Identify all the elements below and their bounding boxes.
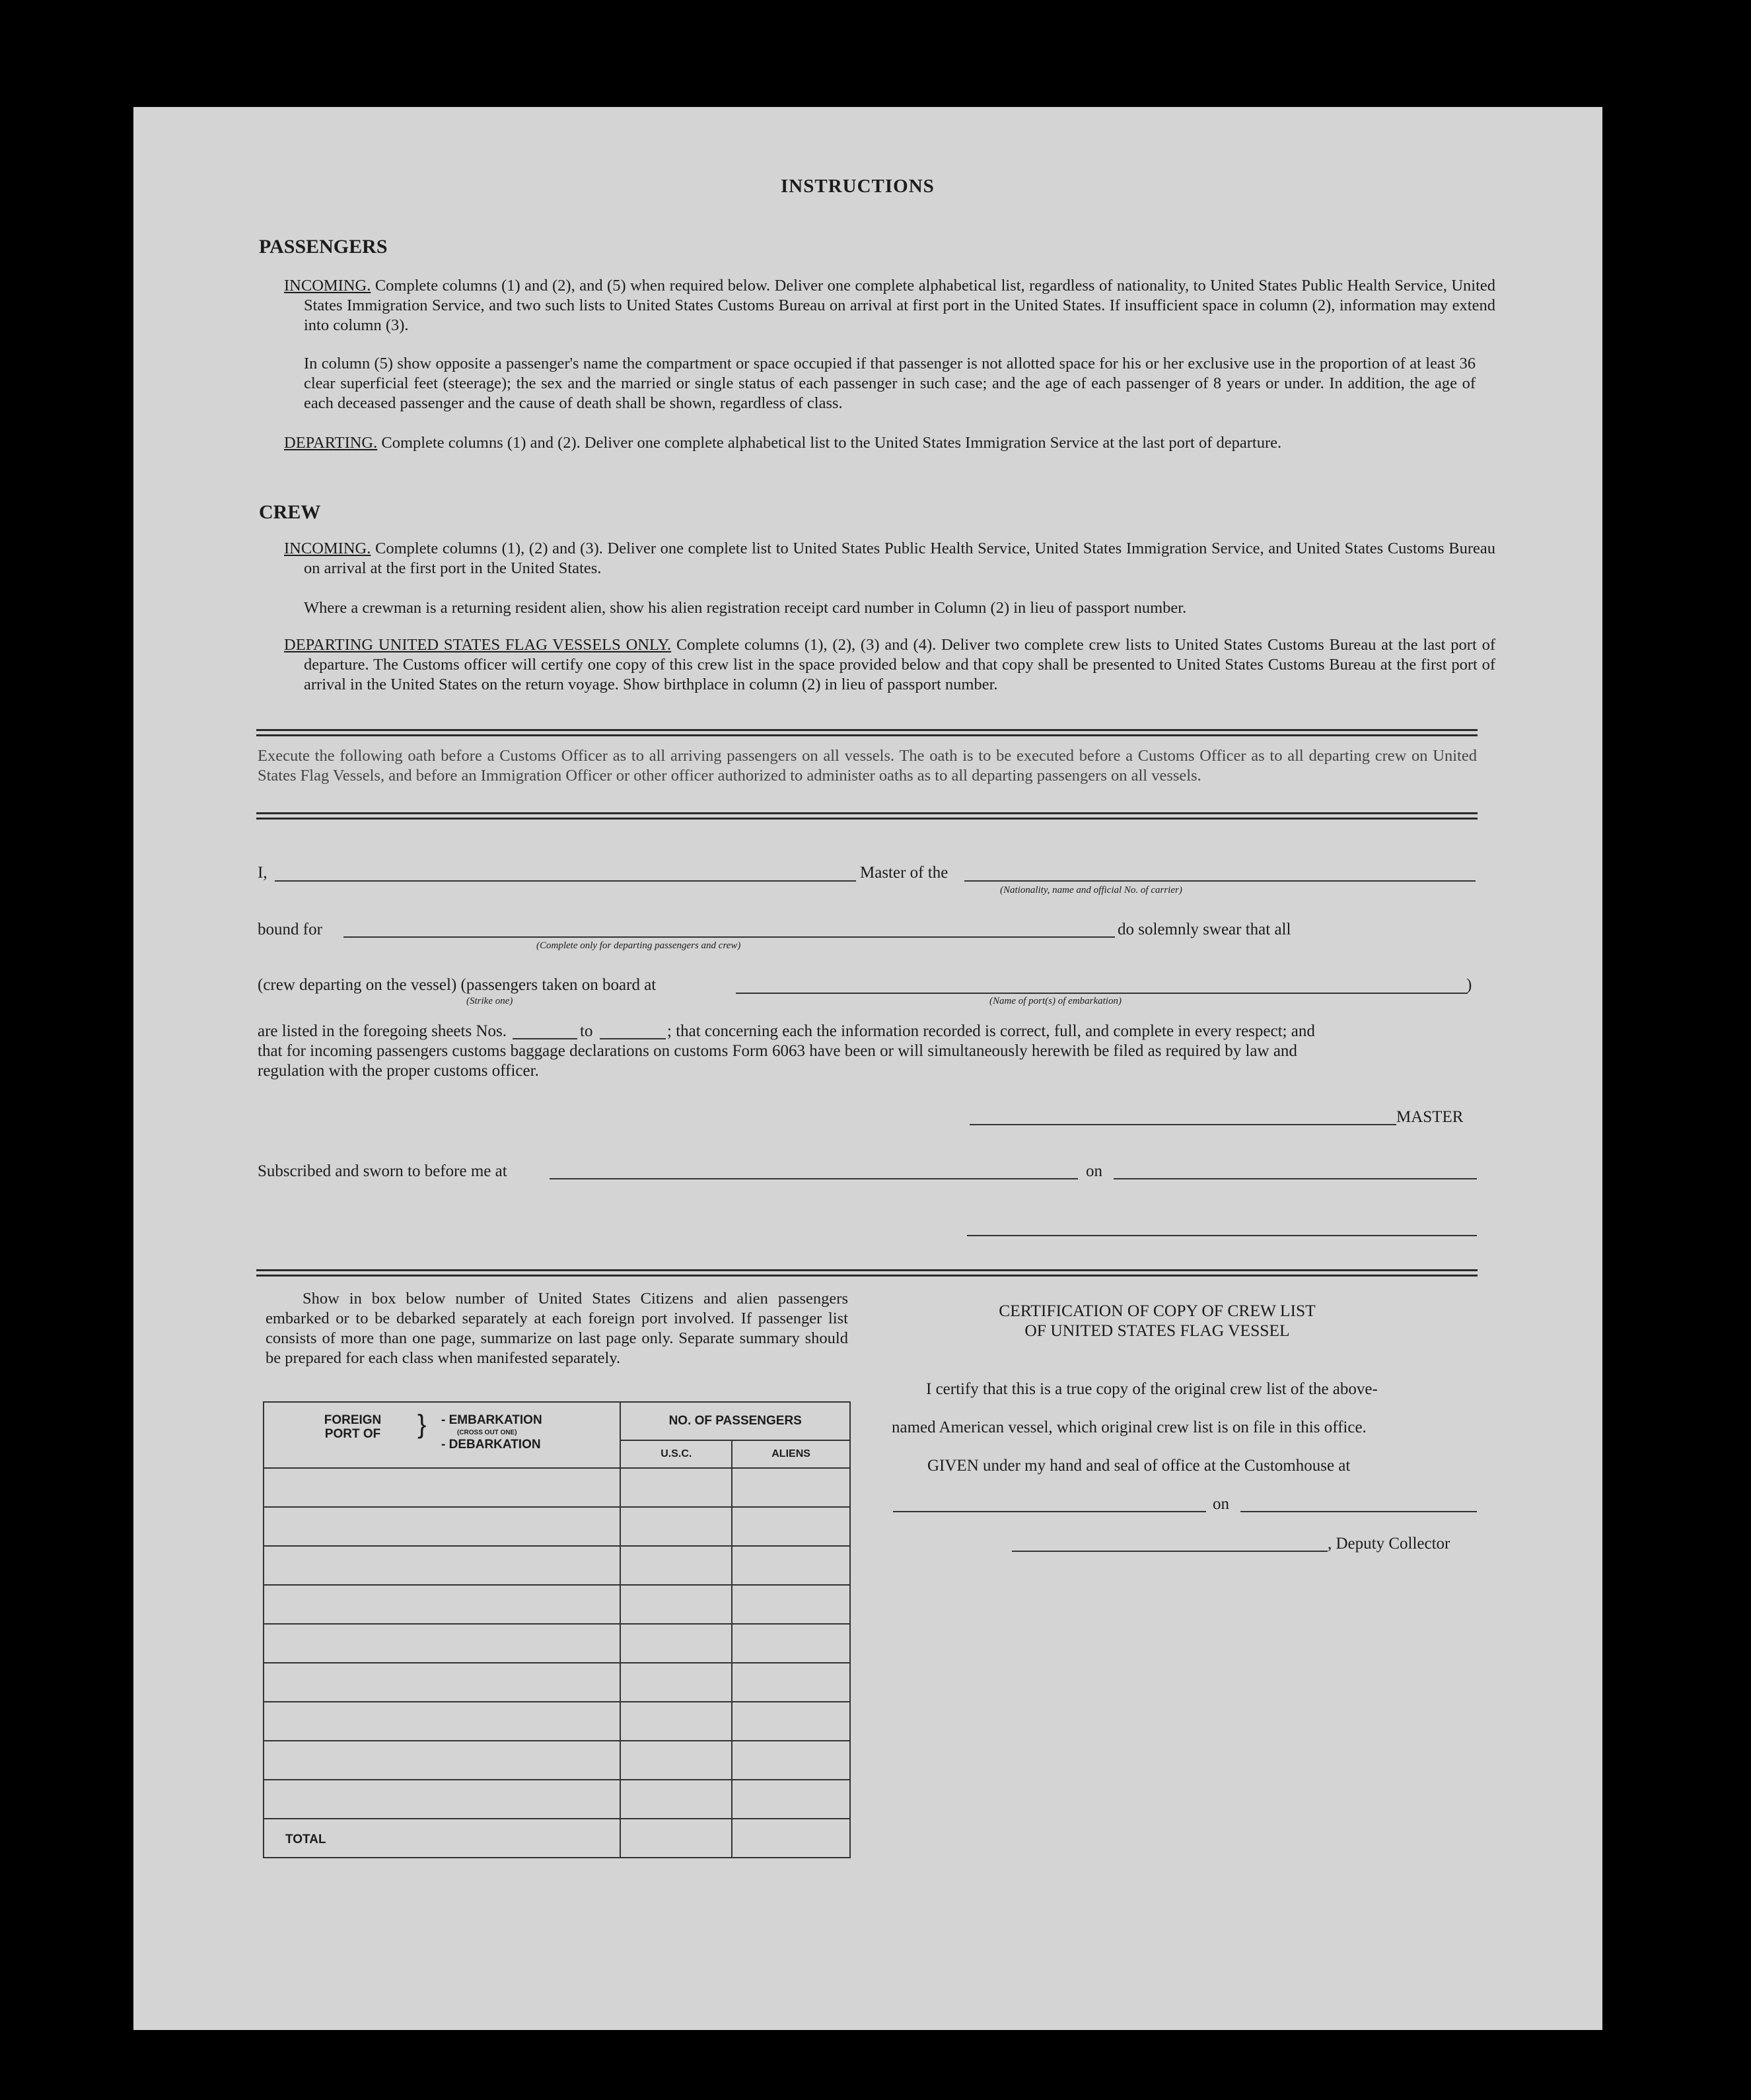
table-row xyxy=(264,1468,850,1507)
aliens-cell[interactable] xyxy=(732,1546,850,1585)
divider xyxy=(256,812,1478,814)
crew-incoming xyxy=(284,539,1495,578)
aliens-cell[interactable] xyxy=(732,1741,850,1780)
carrier-line[interactable] xyxy=(964,880,1476,882)
customhouse-line[interactable] xyxy=(893,1511,1206,1512)
crew-incoming-label: INCOMING. xyxy=(284,540,371,557)
table-row xyxy=(264,1663,850,1702)
usc-cell[interactable] xyxy=(620,1741,732,1780)
crew-departing-label: DEPARTING UNITED STATES FLAG VESSELS ONLY. xyxy=(284,636,672,654)
passengers-departing xyxy=(284,433,1495,453)
aliens-cell[interactable] xyxy=(732,1663,850,1702)
passengers-column5: In column (5) show opposite a passenger's name the compartment or space occupied if that passenger is not allotted space for his or her exclusive use in the proportion of at least 36 clear superficial feet (steerage); the sex and the married or single status of each passenger in such case; and the age of each passenger of 8 years or under. In addition, the age of each deceased passenger and the cause of death shall be shown, regardless of class. xyxy=(304,355,1476,412)
certification-text1: I certify that this is a true copy of the original crew list of the above- xyxy=(926,1380,1378,1398)
usc-cell[interactable] xyxy=(620,1468,732,1507)
swear-text: do solemnly swear that all xyxy=(1118,921,1291,938)
certification-title-line2: OF UNITED STATES FLAG VESSEL xyxy=(1024,1321,1290,1340)
total-row xyxy=(264,1819,850,1858)
sheet-to-line[interactable] xyxy=(600,1038,666,1039)
ports-line[interactable] xyxy=(736,993,1468,994)
crew-incoming-text: Complete columns (1), (2) and (3). Deliver one complete list to United States Public Health Service, United States Immigration Service, and United States Customs Bureau on arrival at the first port in the United States. xyxy=(304,540,1495,577)
port-cell[interactable] xyxy=(264,1546,620,1585)
master-label: MASTER xyxy=(1396,1108,1464,1126)
divider xyxy=(256,1275,1478,1277)
master-of-label: Master of the xyxy=(860,864,948,882)
table-row xyxy=(264,1780,850,1819)
ports-hint: (Name of port(s) of embarkation) xyxy=(989,996,1122,1006)
usc-cell[interactable] xyxy=(620,1585,732,1624)
aliens-cell[interactable] xyxy=(732,1585,850,1624)
divider xyxy=(256,734,1478,736)
usc-cell[interactable] xyxy=(620,1546,732,1585)
foreign-port-header xyxy=(264,1402,620,1468)
port-cell[interactable] xyxy=(264,1585,620,1624)
listed-text-a: are listed in the foregoing sheets Nos. xyxy=(258,1022,507,1040)
sworn-date-line[interactable] xyxy=(1114,1178,1477,1179)
passengers-departing-text: Complete columns (1) and (2). Deliver one complete alphabetical list to the United States Immigration Service at the last port of departure. xyxy=(381,434,1282,452)
deputy-collector-label: , Deputy Collector xyxy=(1328,1535,1450,1553)
total-label: TOTAL xyxy=(285,1833,326,1846)
crew-heading: CREW xyxy=(259,501,321,523)
crew-departing xyxy=(284,635,1495,695)
embarkation-label: - EMBARKATION xyxy=(441,1413,542,1427)
certification-title xyxy=(860,1301,1454,1341)
listed-to: to xyxy=(580,1022,593,1040)
total-cell xyxy=(264,1819,620,1858)
port-cell[interactable] xyxy=(264,1624,620,1663)
crew-departing-text: (crew departing on the vessel) (passengers taken on board at xyxy=(258,976,657,994)
passengers-heading: PASSENGERS xyxy=(259,236,388,258)
aliens-cell[interactable] xyxy=(732,1702,850,1741)
strike-one-hint: (Strike one) xyxy=(466,996,513,1006)
usc-cell[interactable] xyxy=(620,1663,732,1702)
oath-intro: Execute the following oath before a Customs Officer as to all arriving passengers on all vessels. The oath is to be executed before a Customs Officer as to all departing crew on United States Flag Vessels, and before an Immigration Officer or other officer authorized to administer oaths as to all departing passengers on all vessels. xyxy=(258,747,1477,785)
table-row xyxy=(264,1585,850,1624)
summary-table xyxy=(263,1401,851,1858)
complete-only-hint: (Complete only for departing passengers and crew) xyxy=(536,940,741,951)
port-cell[interactable] xyxy=(264,1780,620,1819)
summary-instructions: Show in box below number of United States Citizens and alien passengers embarked or to be debarked separately at each foreign port involved. If passenger list consists of more than one page, summarize on last page only. Separate summary should be prepared for each class when manifested separately. xyxy=(266,1290,848,1367)
usc-cell[interactable] xyxy=(620,1624,732,1663)
divider xyxy=(256,729,1478,731)
table-row xyxy=(264,1624,850,1663)
subscribed-label: Subscribed and sworn to before me at xyxy=(258,1162,507,1180)
port-cell[interactable] xyxy=(264,1702,620,1741)
table-row xyxy=(264,1702,850,1741)
no-passengers-header: NO. OF PASSENGERS xyxy=(620,1402,850,1440)
passengers-incoming-label: INCOMING. xyxy=(284,277,371,295)
master-signature-line[interactable] xyxy=(970,1124,1396,1125)
crew-resident: Where a crewman is a returning resident alien, show his alien registration receipt card number in Column (2) in lieu of passport number. xyxy=(304,599,1187,617)
listed-text-d: regulation with the proper customs officer. xyxy=(258,1062,539,1080)
deputy-signature-line[interactable] xyxy=(1012,1551,1328,1552)
aliens-cell[interactable] xyxy=(732,1468,850,1507)
certification-title-line1: CERTIFICATION OF COPY OF CREW LIST xyxy=(999,1301,1316,1320)
sworn-at-line[interactable] xyxy=(550,1178,1078,1179)
aliens-cell[interactable] xyxy=(732,1507,850,1546)
name-line[interactable] xyxy=(275,880,856,882)
divider xyxy=(256,1269,1478,1271)
aliens-header: ALIENS xyxy=(732,1440,850,1468)
foreign-port-label: FOREIGN PORT OF xyxy=(324,1413,382,1441)
debarkation-label: - DEBARKATION xyxy=(441,1438,541,1452)
close-paren: ) xyxy=(1466,976,1472,994)
crew-departing-text: Complete columns (1), (2), (3) and (4). Deliver two complete crew lists to United States Customs Bureau at the last port of departure. The Customs officer will certify one copy of this crew list in the space provided below and that copy shall be presented to United States Customs Bureau at the first port of arrival in the United States on the return voyage. Show birthplace in column (2) in lieu of passport number. xyxy=(304,636,1495,693)
passengers-incoming xyxy=(284,276,1495,335)
brace: } xyxy=(417,1410,427,1439)
page-title: INSTRUCTIONS xyxy=(781,176,935,197)
nationality-hint: (Nationality, name and official No. of carrier) xyxy=(1000,885,1182,895)
usc-header: U.S.C. xyxy=(620,1440,732,1468)
cross-out-hint: (CROSS OUT ONE) xyxy=(457,1429,517,1436)
listed-text-c: that for incoming passengers customs baggage declarations on customs Form 6063 have been or will simultaneously herewith be filed as required by law and xyxy=(258,1042,1297,1060)
form-sheet xyxy=(133,107,1602,2030)
divider xyxy=(256,818,1478,820)
aliens-cell[interactable] xyxy=(732,1624,850,1663)
oath-i: I, xyxy=(258,864,268,882)
usc-cell[interactable] xyxy=(620,1780,732,1819)
sheet-from-line[interactable] xyxy=(513,1038,577,1039)
aliens-cell[interactable] xyxy=(732,1780,850,1819)
bound-for-line[interactable] xyxy=(343,936,1115,938)
table-row xyxy=(264,1507,850,1546)
port-cell[interactable] xyxy=(264,1507,620,1546)
sworn-on-label: on xyxy=(1086,1162,1102,1180)
certification-text3: GIVEN under my hand and seal of office at the Customhouse at xyxy=(927,1457,1351,1475)
passengers-incoming-text: Complete columns (1) and (2), and (5) when required below. Deliver one complete alphabetical list, regardless of nationality, to United States Public Health Service, United States Immigration Service, and two such lists to United States Customs Bureau on arrival at first port in the United States. If insufficient space in column (2), information may extend into column (3). xyxy=(304,277,1496,334)
table-row xyxy=(264,1546,850,1585)
certification-text2: named American vessel, which original crew list is on file in this office. xyxy=(892,1418,1367,1436)
usc-total-cell[interactable] xyxy=(620,1819,732,1858)
passengers-departing-label: DEPARTING. xyxy=(284,434,378,452)
port-cell[interactable] xyxy=(264,1741,620,1780)
certification-on-label: on xyxy=(1213,1495,1229,1513)
table-row xyxy=(264,1741,850,1780)
listed-text-b: ; that concerning each the information recorded is correct, full, and complete in every respect; and xyxy=(667,1022,1315,1040)
port-cell[interactable] xyxy=(264,1468,620,1507)
certification-date-line[interactable] xyxy=(1240,1511,1477,1512)
port-cell[interactable] xyxy=(264,1663,620,1702)
officer-signature-line[interactable] xyxy=(967,1235,1477,1236)
usc-cell[interactable] xyxy=(620,1507,732,1546)
bound-for-label: bound for xyxy=(258,921,322,938)
usc-cell[interactable] xyxy=(620,1702,732,1741)
aliens-total-cell[interactable] xyxy=(732,1819,850,1858)
